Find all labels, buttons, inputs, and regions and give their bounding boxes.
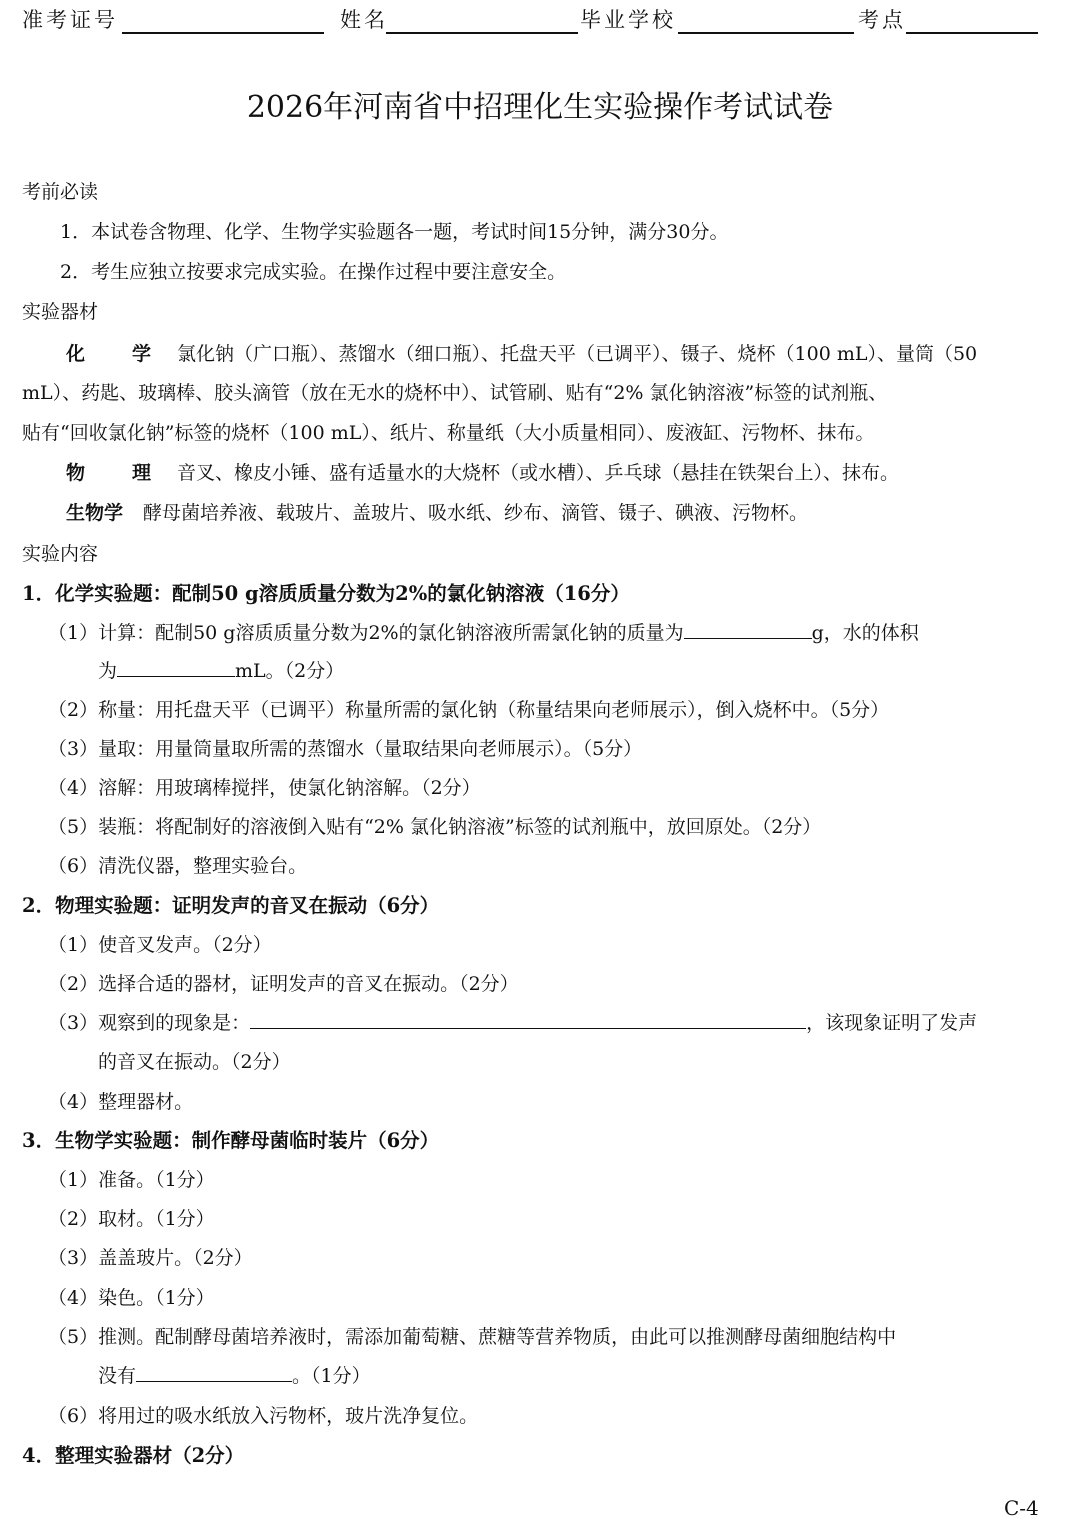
question-3-step-5-cont [98,1362,371,1390]
notice-item-2: 2．考生应独立按要求完成实验。在操作过程中要注意安全。 [60,261,567,283]
equipment-biology [66,499,808,527]
question-3-title: 3．生物学实验题：制作酵母菌临时装片（6分） [22,1129,440,1152]
water-volume-blank[interactable] [117,657,235,677]
exam-site-field[interactable] [906,32,1038,34]
page-title: 2026年河南省中招理化生实验操作考试试卷 [246,90,834,125]
content-heading: 实验内容 [22,543,99,565]
question-1-step-5: （5）装瓶：将配制好的溶液倒入贴有“2% 氯化钠溶液”标签的试剂瓶中，放回原处。（2分） [48,816,822,838]
yeast-structure-blank[interactable] [136,1362,292,1382]
question-2-step-3 [48,1009,977,1037]
q2-step-3-text: （3）观察到的现象是： [48,1012,251,1034]
school-field[interactable] [678,32,854,34]
question-2-step-3-cont: 的音叉在振动。（2分） [98,1051,291,1073]
question-1-title: 1．化学实验题：配制50 g溶质质量分数为2%的氯化钠溶液（16分） [22,582,630,605]
q3-step-5-text-c: 。（1分） [292,1365,371,1387]
chemistry-equipment-line-1: 氯化钠（广口瓶）、蒸馏水（细口瓶）、托盘天平（已调平）、镊子、烧杯（100 mL）、量筒（50 [177,343,978,365]
equipment-physics [66,459,899,487]
equipment-heading: 实验器材 [22,301,99,323]
q2-step-3-text-b: ，该现象证明了发声 [806,1012,978,1034]
chemistry-equipment-line-3: 贴有“回收氯化钠”标签的烧杯（100 mL）、纸片、称量纸（大小质量相同）、废液缸、污物杯、抹布。 [22,422,875,444]
question-1-step-4: （4）溶解：用玻璃棒搅拌，使氯化钠溶解。（2分） [48,777,481,799]
equipment-chemistry [66,340,977,368]
question-3-step-3: （3）盖盖玻片。（2分） [48,1247,253,1269]
question-3-step-5: （5）推测。配制酵母菌培养液时，需添加葡萄糖、蔗糖等营养物质，由此可以推测酵母菌细胞结构中 [48,1326,897,1348]
phenomenon-blank[interactable] [250,1009,806,1029]
question-2-step-2: （2）选择合适的器材，证明发声的音叉在振动。（2分） [48,973,519,995]
school-label: 毕业学校 [580,8,676,32]
question-4-title: 4．整理实验器材（2分） [22,1444,245,1467]
question-3-step-2: （2）取材。（1分） [48,1208,215,1230]
chemistry-label: 化 学 [66,343,166,365]
question-1-step-1-cont [98,657,344,685]
question-2-step-1: （1）使音叉发声。（2分） [48,934,272,956]
question-1-step-3: （3）量取：用量筒量取所需的蒸馏水（量取结果向老师展示）。（5分） [48,738,643,760]
physics-equipment: 音叉、橡皮小锤、盛有适量水的大烧杯（或水槽）、乒乓球（悬挂在铁架台上）、抹布。 [177,462,900,484]
question-3-step-1: （1）准备。（1分） [48,1169,215,1191]
physics-label: 物 理 [66,462,166,484]
page-number: C-4 [1004,1496,1039,1520]
name-field[interactable] [386,32,578,34]
question-3-step-4: （4）染色。（1分） [48,1287,215,1309]
question-2-title: 2．物理实验题：证明发声的音叉在振动（6分） [22,894,440,917]
name-label: 姓名 [340,8,388,32]
q1-step-1-text-d: mL。（2分） [235,660,345,682]
q1-step-1-text: （1）计算：配制50 g溶质质量分数为2%的氯化钠溶液所需氯化钠的质量为 [48,622,684,644]
question-3-step-6: （6）将用过的吸水纸放入污物杯，玻片洗净复位。 [48,1405,479,1427]
chemistry-equipment-line-2: mL）、药匙、玻璃棒、胶头滴管（放在无水的烧杯中）、试管刷、贴有“2% 氯化钠溶液”标签的试剂瓶、 [22,382,888,404]
notice-item-1: 1．本试卷含物理、化学、生物学实验题各一题，考试时间15分钟，满分30分。 [60,221,729,243]
question-1-step-6: （6）清洗仪器，整理实验台。 [48,855,308,877]
question-1-step-1 [48,619,919,647]
q3-step-5-text-b: 没有 [98,1365,137,1387]
q1-step-1-text-b: g，水的体积 [811,622,919,644]
biology-equipment: 酵母菌培养液、载玻片、盖玻片、吸水纸、纱布、滴管、镊子、碘液、污物杯。 [143,502,809,524]
exam-id-label: 准考证号 [22,8,118,32]
candidate-info-header [22,4,1038,36]
question-1-step-2: （2）称量：用托盘天平（已调平）称量所需的氯化钠（称量结果向老师展示），倒入烧杯中。（5分） [48,699,890,721]
q1-step-1-text-c: 为 [98,660,118,682]
exam-site-label: 考点 [858,8,906,32]
biology-label: 生物学 [66,502,124,524]
question-2-step-4: （4）整理器材。 [48,1091,194,1113]
exam-id-field[interactable] [122,32,324,34]
notice-heading: 考前必读 [22,181,99,203]
nacl-mass-blank[interactable] [684,619,812,639]
